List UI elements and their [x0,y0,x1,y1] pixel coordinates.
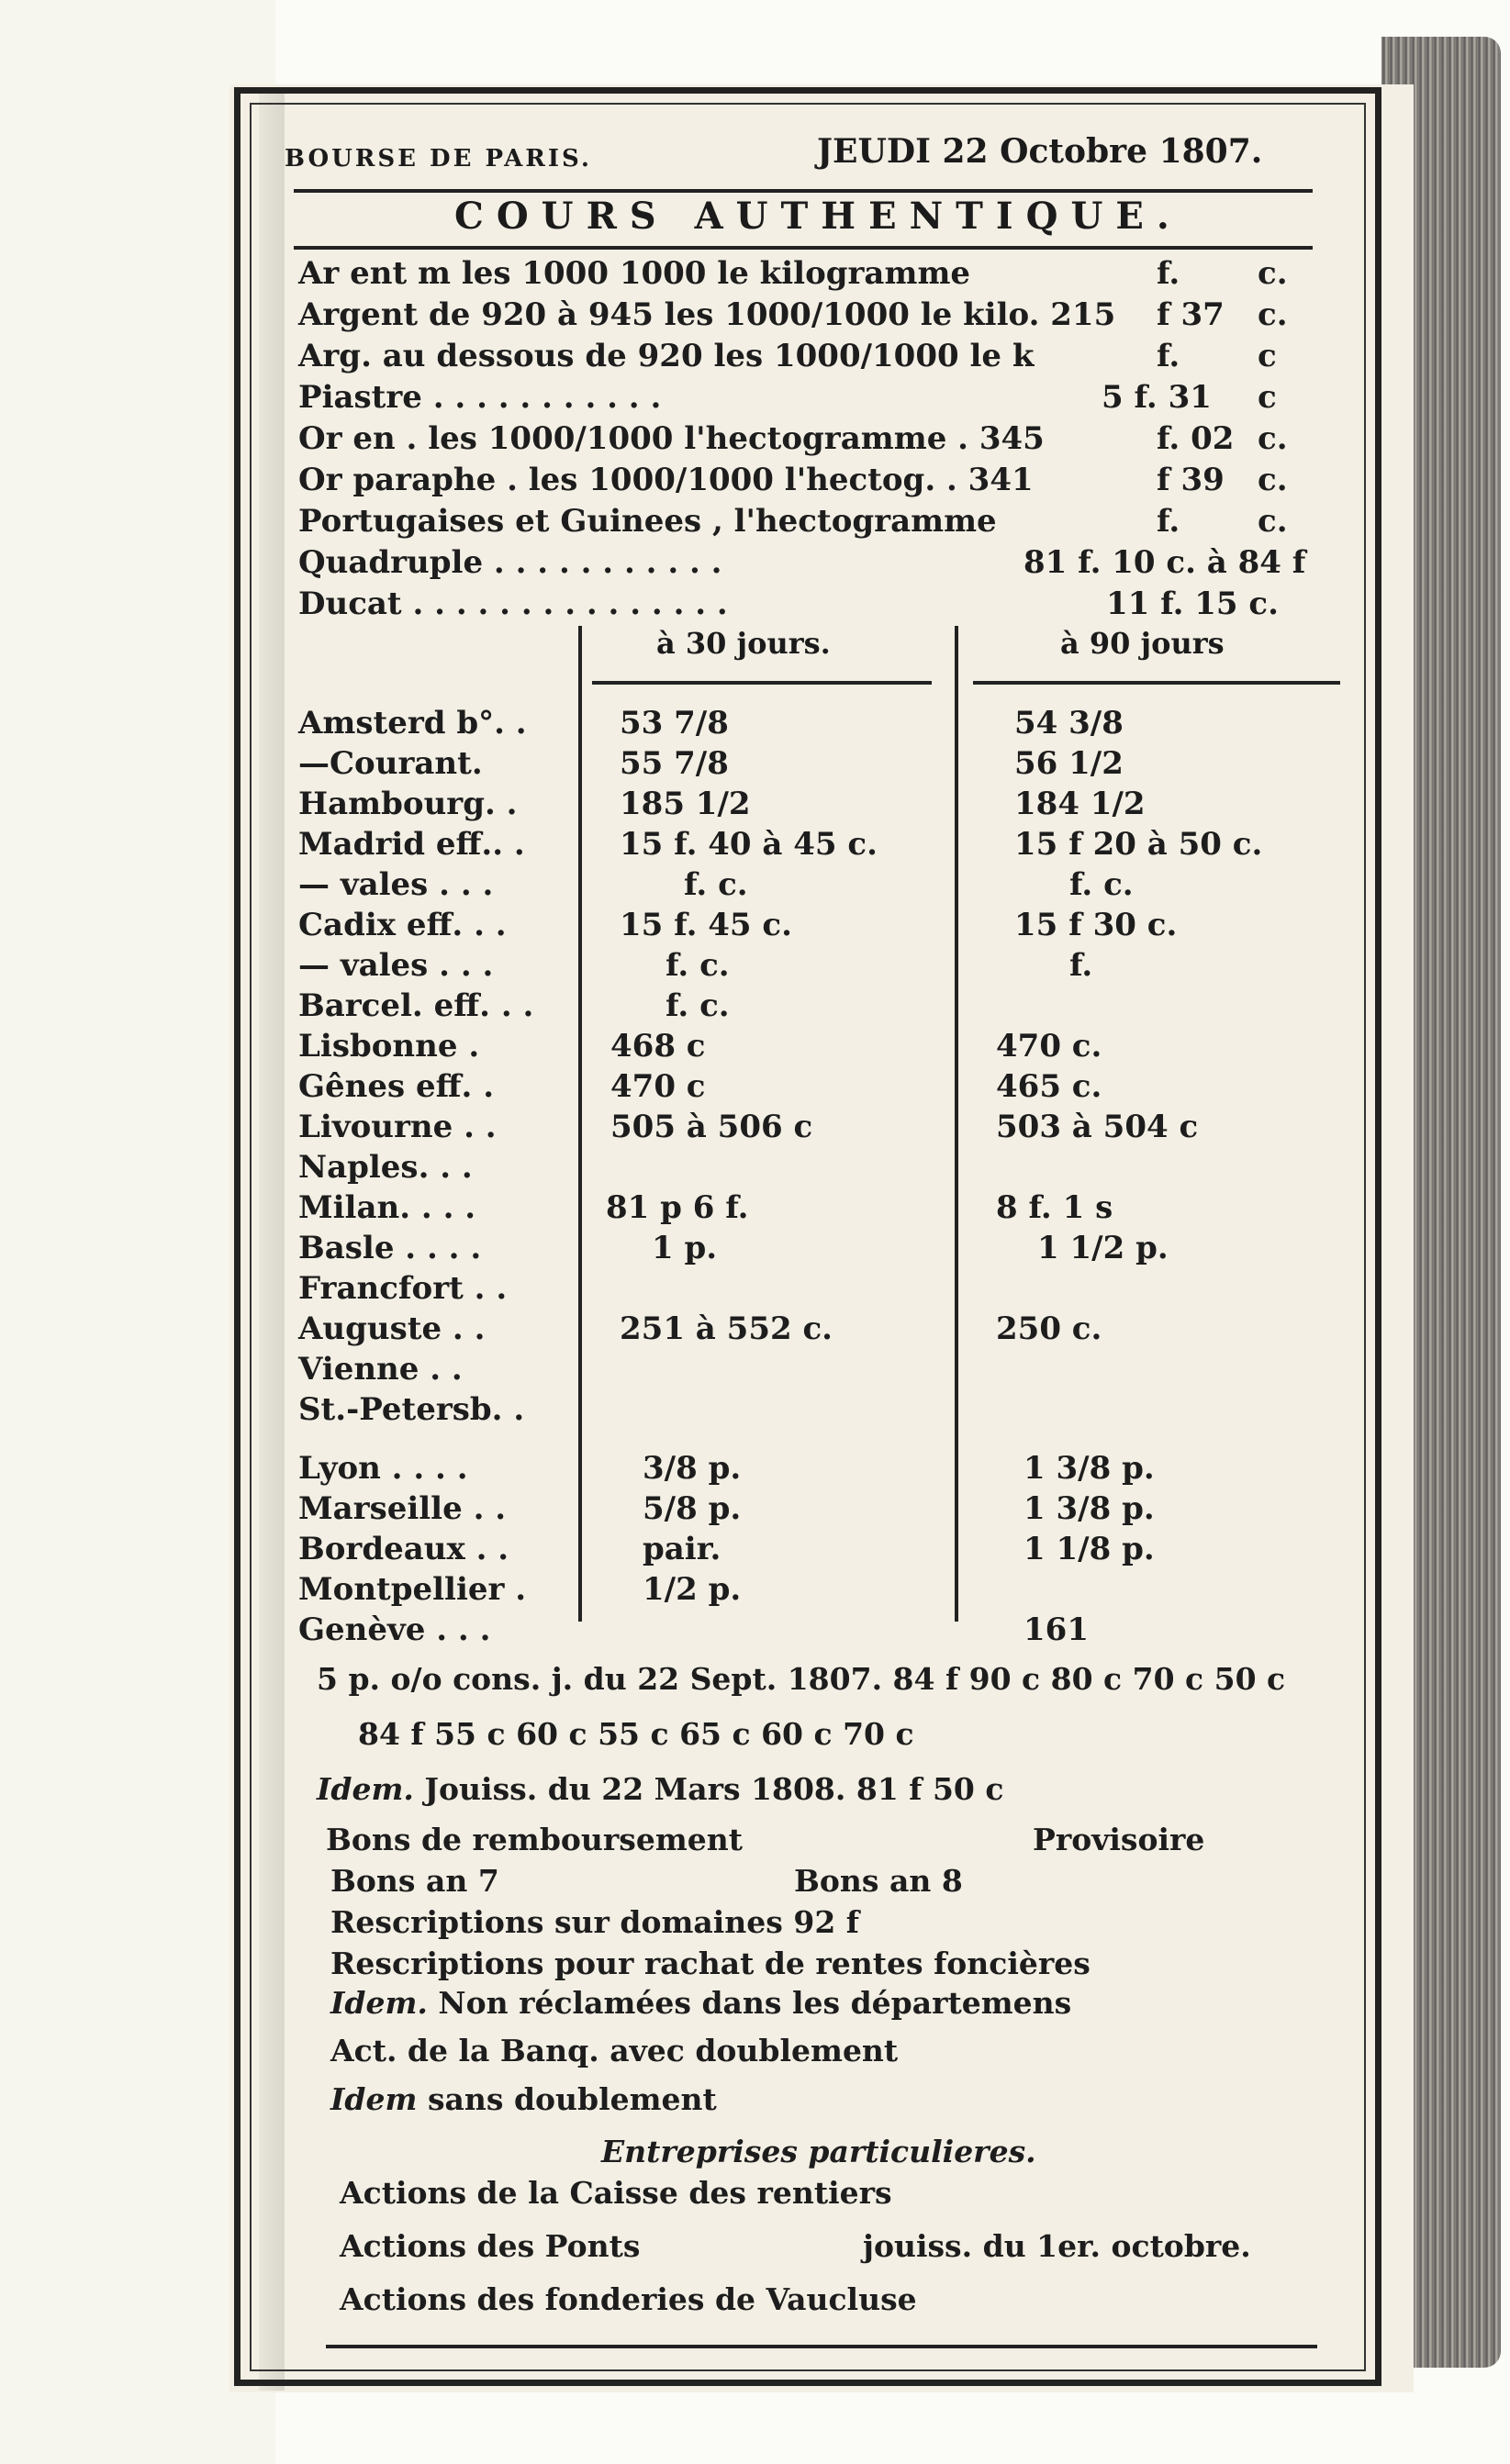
rate-90: 503 à 504 c [996,1109,1199,1145]
title-rule [294,246,1313,250]
rate-90: 1 1/8 p. [1023,1531,1155,1567]
page-title: COURS AUTHENTIQUE. [454,195,1182,238]
exchange-place: Montpellier . [298,1571,527,1608]
col-90-header: à 90 jours [1060,626,1225,661]
metal-unit: c. [1258,462,1288,498]
exchange-row [298,1028,1354,1068]
rate-90: 54 3/8 [1014,705,1124,741]
metal-row [298,503,1336,543]
exchange-place: Naples. . . [298,1149,473,1186]
rate-30: pair. [643,1531,721,1567]
rate-90: 1 1/2 p. [1037,1230,1169,1266]
metal-value: f. [1157,503,1180,540]
rate-90: 470 c. [996,1028,1102,1065]
exchange-row [298,1270,1354,1310]
exchange-row [298,1310,1354,1351]
metal-row [298,255,1336,295]
rate-90: 161 [1023,1611,1089,1648]
rate-30: 15 f. 45 c. [620,907,792,943]
rate-30: 3/8 p. [643,1450,742,1487]
rente-line-1: 5 p. o/o cons. j. du 22 Sept. 1807. 84 f 90 c 80 c 70 c 50 c [317,1661,1286,1697]
exchange-place: — vales . . . [298,947,494,984]
metal-label: Or paraphe . les 1000/1000 l'hectog. . 341 [298,462,1034,498]
exchange-place: Auguste . . [298,1310,486,1347]
exchange-place: Bordeaux . . [298,1531,509,1567]
exchange-place: Marseille . . [298,1490,507,1527]
rate-30: f. c. [666,987,730,1024]
rate-30: 15 f. 40 à 45 c. [620,826,878,863]
exchange-row [298,866,1354,907]
rate-90: 1 3/8 p. [1023,1490,1155,1527]
entreprises-title: Entreprises particulieres. [601,2134,1036,2169]
rente-line-3 [317,1771,1003,1807]
actions-ponts: Actions des Ponts [340,2228,641,2264]
actions-caisse: Actions de la Caisse des rentiers [340,2175,892,2211]
exchange-place: Lisbonne . [298,1028,480,1065]
exchange-place: Lyon . . . . [298,1450,468,1487]
exchange-place: Gênes eff. . [298,1068,495,1105]
metal-row [298,420,1336,461]
rate-90: 465 c. [996,1068,1102,1105]
rate-30: 1/2 p. [643,1571,742,1608]
exchange-row [298,1149,1354,1189]
metal-row [298,379,1336,419]
exchange-row [298,705,1354,745]
exchange-row [298,1230,1354,1270]
idem-italic: Idem [330,2081,418,2117]
metal-value: 81 f. 10 c. à 84 f [1023,544,1306,581]
exchange-row [298,1189,1354,1230]
exchange-row [298,1068,1354,1109]
metal-unit: c. [1258,503,1288,540]
exchange-place: Madrid eff.. . [298,826,525,863]
exchange-row [298,1351,1354,1391]
exchange-row [298,1531,1354,1571]
exchange-row [298,1109,1354,1149]
rate-30: 81 p 6 f. [606,1189,749,1226]
rate-90: 1 3/8 p. [1023,1450,1155,1487]
idem-non-reclamees [330,1985,1071,2021]
non-reclamees-text: Non réclamées dans les départemens [438,1985,1072,2021]
rate-90: f. c. [1069,866,1134,903]
rate-30: f. c. [684,866,748,903]
rate-90: 184 1/2 [1014,786,1146,822]
rate-30: 1 p. [652,1230,718,1266]
metal-value: 5 f. 31 [1102,379,1212,416]
bottom-rule [326,2345,1317,2348]
metal-value: f. [1157,255,1180,292]
rate-30: 470 c [610,1068,706,1105]
metal-row [298,296,1336,337]
exchange-row [298,987,1354,1028]
rate-30: 185 1/2 [620,786,751,822]
idem-italic: Idem. [330,1985,428,2021]
rate-90: 15 f 20 à 50 c. [1014,826,1263,863]
exchange-row [298,1611,1354,1652]
header-rule [294,189,1313,193]
rate-30: 55 7/8 [620,745,729,782]
rente-line-2: 84 f 55 c 60 c 55 c 65 c 60 c 70 c [358,1716,914,1752]
exchange-row [298,826,1354,866]
metal-unit: c [1258,379,1277,416]
metal-unit: c. [1258,296,1288,333]
exchange-place: Livourne . . [298,1109,497,1145]
exchange-place: Amsterd b°. . [298,705,527,741]
metal-unit: c. [1258,420,1288,457]
metal-value: f. 02 [1157,420,1235,457]
metal-unit: c. [1258,255,1288,292]
metal-label: Ducat . . . . . . . . . . . . . . . [298,585,728,622]
exchange-place: Francfort . . [298,1270,508,1307]
idem-sans-doublement [330,2081,717,2117]
exchange-row [298,1490,1354,1531]
metal-unit: c [1258,338,1277,374]
exchange-row [298,1571,1354,1611]
rate-90: 15 f 30 c. [1014,907,1178,943]
metal-row [298,585,1336,626]
header-left: BOURSE DE PARIS. [285,145,592,173]
provisoire-label: Provisoire [1033,1822,1205,1857]
metal-label: Argent de 920 à 945 les 1000/1000 le kilo. 215 [298,296,1116,333]
metal-row [298,338,1336,378]
header-date: JEUDI 22 Octobre 1807. [817,132,1263,171]
exchange-place: Barcel. eff. . . [298,987,534,1024]
rate-90: f. [1069,947,1093,984]
rate-90: 56 1/2 [1014,745,1124,782]
metal-label: Arg. au dessous de 920 les 1000/1000 le k [298,338,1035,374]
actions-fonderies: Actions des fonderies de Vaucluse [340,2281,917,2317]
bons-an-7: Bons an 7 [330,1863,499,1899]
exchange-row [298,1391,1354,1432]
metal-value: f 37 [1157,296,1225,333]
exchange-place: Hambourg. . [298,786,518,822]
rate-30: 468 c [610,1028,706,1065]
exchange-row [298,947,1354,987]
rate-30: 53 7/8 [620,705,729,741]
metal-label: Ar ent m les 1000 1000 le kilogramme [298,255,971,292]
rate-30: f. c. [666,947,730,984]
exchange-row [298,745,1354,786]
act-banque: Act. de la Banq. avec doublement [330,2033,899,2068]
exchange-place: Genève . . . [298,1611,491,1648]
rate-30: 251 à 552 c. [620,1310,833,1347]
exchange-place: St.-Petersb. . [298,1391,525,1428]
rate-90: 8 f. 1 s [996,1189,1113,1226]
rate-30: 5/8 p. [643,1490,742,1527]
exchange-place: Vienne . . [298,1351,463,1388]
metal-row [298,462,1336,502]
exchange-place: Basle . . . . [298,1230,482,1266]
exchange-row [298,1450,1354,1490]
metal-value: 11 f. 15 c. [1106,585,1279,622]
metal-value: f. [1157,338,1180,374]
rate-90: 250 c. [996,1310,1102,1347]
exchange-row [298,786,1354,826]
rente-line-3-text: Jouiss. du 22 Mars 1808. 81 f 50 c [424,1771,1004,1807]
col-30-rule [592,681,932,685]
col-30-header: à 30 jours. [656,626,831,661]
metal-label: Piastre . . . . . . . . . . . [298,379,662,416]
col-90-rule [973,681,1340,685]
rescriptions-domaines: Rescriptions sur domaines 92 f [330,1904,859,1940]
exchange-place: —Courant. [298,745,483,782]
metal-label: Portugaises et Guinees , l'hectogramme [298,503,997,540]
rescriptions-rachat: Rescriptions pour rachat de rentes foncières [330,1946,1091,1981]
bons-an-8: Bons an 8 [794,1863,963,1899]
exchange-place: Milan. . . . [298,1189,476,1226]
ponts-jouissance: jouiss. du 1er. octobre. [863,2228,1251,2264]
bons-remboursement: Bons de remboursement [326,1822,744,1857]
idem-italic: Idem. [317,1771,414,1807]
metal-label: Quadruple . . . . . . . . . . . [298,544,722,581]
metal-label: Or en . les 1000/1000 l'hectogramme . 345 [298,420,1045,457]
exchange-place: — vales . . . [298,866,494,903]
rate-30: 505 à 506 c [610,1109,813,1145]
sans-doublement-text: sans doublement [427,2081,717,2117]
exchange-place: Cadix eff. . . [298,907,507,943]
metal-value: f 39 [1157,462,1225,498]
exchange-row [298,907,1354,947]
metal-row [298,544,1336,585]
